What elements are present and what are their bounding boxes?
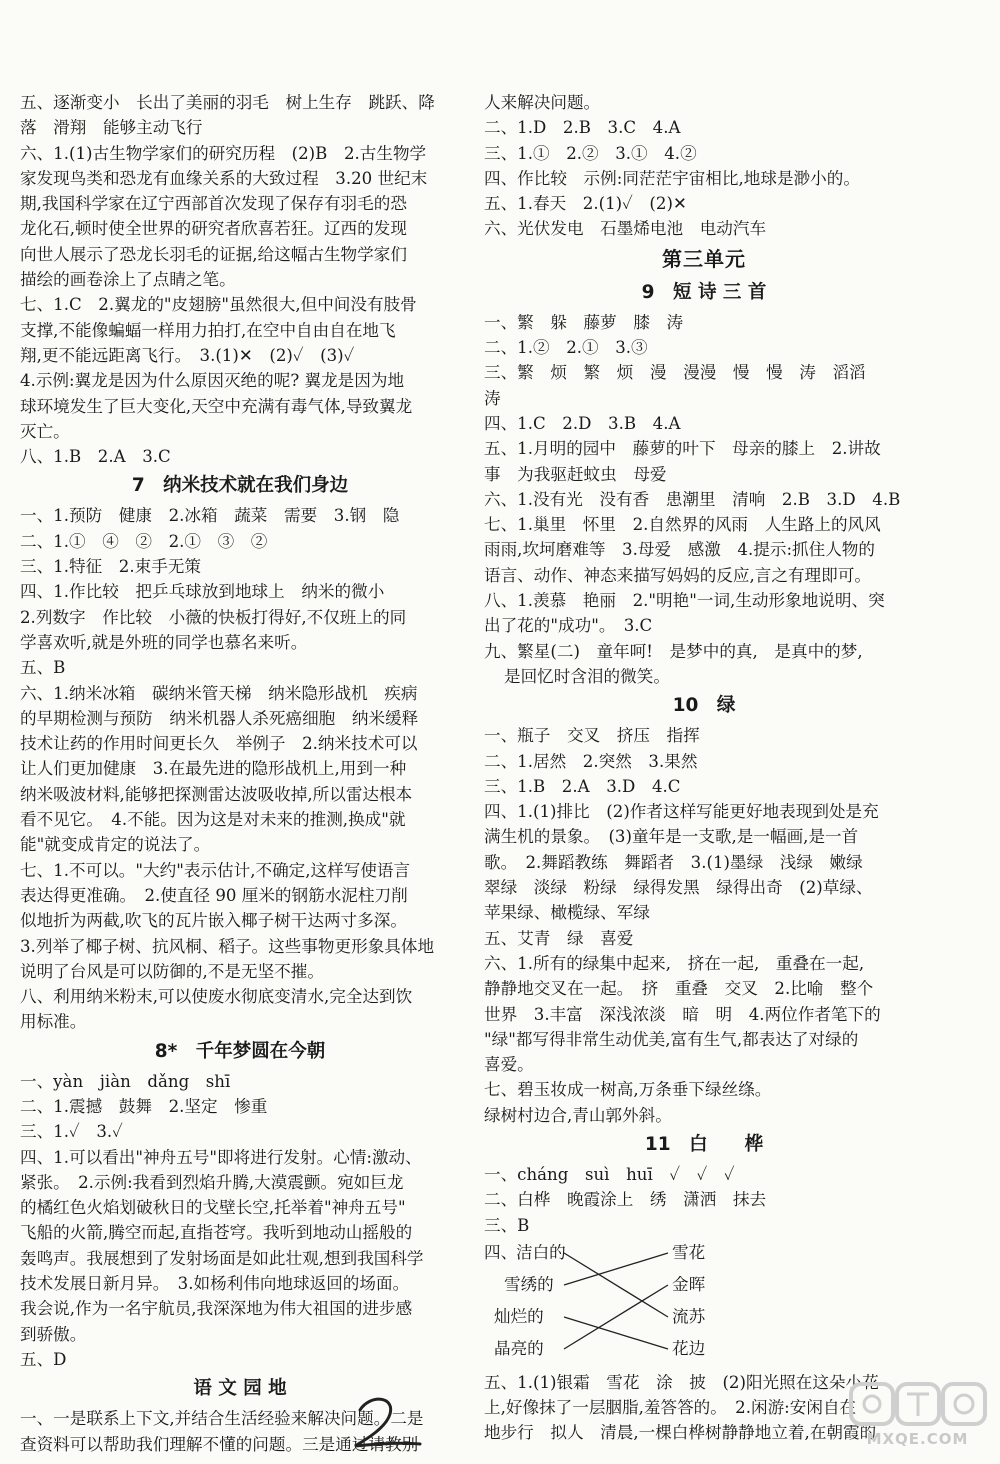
- answer-line: 苹果绿、橄榄绿、军绿: [484, 903, 650, 923]
- section-heading: 9 短 诗 三 首: [641, 281, 767, 303]
- matching-left-word: 晶亮的: [494, 1338, 544, 1358]
- answer-line: 三、1.✓ 3.✓: [20, 1122, 123, 1142]
- answer-line: 期,我国科学家在辽宁西部首次发现了保存有羽毛的恐: [20, 194, 407, 214]
- answer-line: 地步行 拟人 清晨,一棵白桦树静静地立着,在朝霞的: [484, 1423, 877, 1443]
- answer-line: 六、1.(1)古生物学家们的研究历程 (2)B 2.古生物学: [20, 143, 427, 163]
- matching-line: [564, 1253, 668, 1285]
- matching-exercise: [484, 1240, 924, 1370]
- answer-line: 的橘红色火焰划破秋日的戈壁长空,托举着"神舟五号": [20, 1198, 406, 1218]
- matching-line: [564, 1285, 668, 1349]
- answer-line: 是回忆时含泪的微笑。: [504, 666, 670, 686]
- matching-left-word: 灿烂的: [494, 1306, 544, 1326]
- answer-line: 一、瓶子 交叉 挤压 指挥: [484, 726, 700, 746]
- answer-line: 五、艾青 绿 喜爱: [484, 928, 634, 948]
- answer-line: 一、cháng suì huī ✓ ✓ ✓: [484, 1164, 735, 1184]
- answer-line: 三、B: [484, 1215, 530, 1235]
- answer-line: 二、1.居然 2.突然 3.果然: [484, 751, 698, 771]
- answer-line: 五、1.春天 2.(1)✓ (2)✕: [484, 194, 687, 214]
- answer-line: 用标准。: [20, 1012, 87, 1032]
- answer-line: 技术发展日新月异。 3.如杨利伟向地球返回的场面。: [20, 1274, 410, 1294]
- answer-line: 涛: [484, 388, 501, 408]
- answer-line: 五、1.(1)银霜 雪花 涂 披 (2)阳光照在这朵小花: [484, 1372, 879, 1392]
- answer-line: 二、1.② 2.① 3.③: [484, 338, 648, 358]
- answer-line: 二、1.D 2.B 3.C 4.A: [484, 118, 681, 138]
- answer-line: 六、光伏发电 石墨烯电池 电动汽车: [484, 219, 767, 239]
- answer-line: 说明了台风是可以防御的,不是无坚不摧。: [20, 961, 324, 981]
- answer-line: 灭亡。: [20, 421, 70, 441]
- answer-line: 我会说,作为一名宇航员,我深深地为伟大祖国的进步感: [20, 1299, 413, 1319]
- answer-line: 的早期检测与预防 纳米机器人杀死癌细胞 纳米缓释: [20, 708, 419, 728]
- answer-line: "绿"都写得非常生动优美,富有生气,都表达了对绿的: [484, 1029, 859, 1049]
- answer-line: 纳米吸波材料,能够把探测雷达波吸收掉,所以雷达根本: [20, 784, 413, 804]
- answer-line: 九、繁星(二) 童年呵! 是梦中的真, 是真中的梦,: [484, 641, 863, 661]
- answer-line: 四、1.作比较 把乒乓球放到地球上 纳米的微小: [20, 582, 385, 602]
- answer-line: 五、D: [20, 1349, 67, 1369]
- answer-line: 七、1.C 2.翼龙的"皮翅膀"虽然很大,但中间没有肢骨: [20, 295, 417, 315]
- answer-line: 五、B: [20, 658, 66, 678]
- answer-line: 3.列举了椰子树、抗风桐、稻子。这些事物更形象具体地: [20, 936, 435, 956]
- answer-line: 表达得更准确。 2.使直径 90 厘米的钢筋水泥柱刀削: [20, 885, 408, 905]
- answer-line: 人来解决问题。: [484, 93, 601, 112]
- answer-line: 翔,更不能远距离飞行。 3.(1)✕ (2)✓ (3)✓: [20, 345, 355, 365]
- answer-line: 让人们更加健康 3.在最先进的隐形战机上,用到一种: [20, 759, 407, 779]
- answer-line: 一、1.预防 健康 2.冰箱 蔬菜 需要 3.钢 隐: [20, 506, 400, 526]
- matching-left-word: 雪绣的: [504, 1274, 554, 1294]
- answer-line: 四、1.(1)排比 (2)作者这样写能更好地表现到处是充: [484, 802, 879, 822]
- answer-line: 歌。 2.舞蹈教练 舞蹈者 3.(1)墨绿 浅绿 嫩绿: [484, 852, 863, 872]
- answer-line: 世界 3.丰富 深浅浓淡 暗 明 4.两位作者笔下的: [484, 1004, 881, 1024]
- answer-line: 上,好像抹了一层胭脂,羞答答的。 2.闲游:安闲自在: [484, 1398, 857, 1418]
- answer-line: 三、1.B 2.A 3.D 4.C: [484, 776, 681, 796]
- section-heading: 7 纳米技术就在我们身边: [131, 475, 349, 497]
- section-heading: 10 绿: [672, 695, 736, 717]
- answer-line: 二、1.① ④ ② 2.① ③ ②: [20, 531, 268, 551]
- answer-line: 静静地交叉在一起。 挤 重叠 交叉 2.比喻 整个: [484, 979, 874, 999]
- answer-line: 技术让药的作用时间更长久 举例子 2.纳米技术可以: [20, 734, 418, 754]
- answer-line: 似地折为两截,吹飞的瓦片嵌入椰子树干达两寸多深。: [20, 911, 407, 931]
- answer-line: 出了花的"成功"。 3.C: [484, 616, 653, 636]
- answer-line: 满生机的景象。 (3)童年是一支歌,是一幅画,是一首: [484, 827, 859, 847]
- answer-line: 四、作比较 示例:同茫茫宇宙相比,地球是渺小的。: [484, 168, 860, 188]
- answer-line: 七、1.巢里 怀里 2.自然界的风雨 人生路上的风风: [484, 515, 881, 535]
- answer-line: 八、利用纳米粉末,可以使废水彻底变清水,完全达到饮: [20, 987, 413, 1007]
- answer-line: 球环境发生了巨大变化,天空中充满有毒气体,导致翼龙: [20, 396, 413, 416]
- answer-line: 八、1.B 2.A 3.C: [20, 447, 171, 467]
- answer-line: 五、逐渐变小 长出了美丽的羽毛 树上生存 跳跃、降: [20, 93, 435, 112]
- answer-line: 六、1.所有的绿集中起来, 挤在一起, 重叠在一起,: [484, 953, 865, 973]
- answer-line: 四、1.C 2.D 3.B 4.A: [484, 413, 681, 433]
- answer-line: 语言、动作、神态来描写妈妈的反应,言之有理即可。: [484, 565, 871, 585]
- answer-line: 七、碧玉妆成一树高,万条垂下绿丝绦。: [484, 1080, 772, 1100]
- matching-left-word: 洁白的: [516, 1242, 566, 1262]
- answer-line: 落 滑翔 能够主动飞行: [20, 118, 203, 138]
- answer-line: 能"就变成肯定的说法了。: [20, 835, 211, 855]
- answer-line: 到骄傲。: [20, 1324, 87, 1344]
- answer-line: 一、yàn jiàn dǎng shī: [20, 1071, 231, 1091]
- watermark-text: MXQE.COM: [866, 1430, 969, 1448]
- answer-line: 轰鸣声。我展想到了发射场面是如此壮观,想到我国科学: [20, 1248, 424, 1268]
- answer-line: 四、1.可以看出"神舟五号"即将进行发射。心情:激动、: [20, 1147, 422, 1167]
- answer-line: 龙化石,顿时使全世界的研究者欣喜若狂。辽西的发现: [20, 219, 407, 239]
- answer-line: 三、繁 烦 繁 烦 漫 漫漫 慢 慢 涛 滔滔: [484, 363, 866, 383]
- answer-line: 一、一是联系上下文,并结合生活经验来解决问题。二是: [20, 1409, 424, 1429]
- right-column: [484, 90, 924, 1446]
- answer-line: 雨雨,坎坷磨难等 3.母爱 感激 4.提示:抓住人物的: [484, 540, 875, 560]
- matching-right-word: 金晖: [672, 1274, 706, 1294]
- section-heading: 8* 千年梦圆在今朝: [154, 1040, 326, 1062]
- answer-line: 4.示例:翼龙是因为什么原因灭绝的呢? 翼龙是因为地: [20, 371, 405, 391]
- handwritten-page-number: [340, 1392, 430, 1452]
- matching-line: [564, 1317, 668, 1349]
- answer-line: 向世人展示了恐龙长羽毛的证据,给这幅古生物学家们: [20, 244, 407, 264]
- matching-right-word: 花边: [672, 1338, 706, 1358]
- answer-line: 八、1.羡慕 艳丽 2."明艳"一词,生动形象地说明、突: [484, 591, 885, 611]
- answer-line: 喜爱。: [484, 1055, 534, 1075]
- answer-line: 2.列数字 作比较 小薇的快板打得好,不仅班上的同: [20, 607, 407, 627]
- answer-line: 家发现鸟类和恐龙有血缘关系的大致过程 3.20 世纪末: [20, 168, 428, 188]
- answer-line: 二、白桦 晚霞涂上 绣 潇洒 抹去: [484, 1190, 767, 1210]
- answer-line: 三、1.① 2.② 3.① 4.②: [484, 143, 697, 163]
- matching-line: [564, 1253, 668, 1317]
- answer-line: 三、1.特征 2.束手无策: [20, 557, 202, 577]
- answer-line: 学喜欢听,就是外班的同学也慕名来听。: [20, 632, 308, 652]
- answer-line: 查资料可以帮助我们理解不懂的问题。三是通过请教别: [20, 1434, 419, 1454]
- answer-line: 看不见它。 4.不能。因为这是对未来的推测,换成"就: [20, 810, 406, 830]
- answer-line: 飞船的火箭,腾空而起,直指苍穹。我听到地动山摇般的: [20, 1223, 413, 1243]
- matching-lines: [484, 1240, 744, 1370]
- section-heading: 第三单元: [662, 246, 746, 271]
- answer-line: 一、繁 躲 藤萝 膝 涛: [484, 312, 684, 332]
- matching-right-word: 流苏: [672, 1306, 706, 1326]
- left-column: [20, 90, 460, 1457]
- answer-line: 描绘的画卷涂上了点睛之笔。: [20, 270, 236, 290]
- answer-line: 五、1.月明的园中 藤萝的叶下 母亲的膝上 2.讲故: [484, 439, 881, 459]
- section-heading: 11 白 桦: [644, 1133, 764, 1155]
- answer-line: 六、1.没有光 没有香 患潮里 清响 2.B 3.D 4.B: [484, 489, 901, 509]
- answer-line: 七、1.不可以。"大约"表示估计,不确定,这样写使语言: [20, 860, 411, 880]
- answer-line: 绿树村边合,青山郭外斜。: [484, 1105, 672, 1125]
- section-heading: 语 文 园 地: [193, 1378, 287, 1400]
- answer-line: 支撑,不能像蝙蝠一样用力拍打,在空中自由自在地飞: [20, 320, 396, 340]
- answer-line: 紧张。 2.示例:我看到烈焰升腾,大漠震颤。宛如巨龙: [20, 1172, 404, 1192]
- matching-label: 四、: [484, 1242, 518, 1262]
- matching-right-word: 雪花: [672, 1242, 706, 1262]
- answer-line: 二、1.震撼 鼓舞 2.坚定 惨重: [20, 1096, 268, 1116]
- answer-line: 事 为我驱赶蚊虫 母爱: [484, 464, 667, 484]
- answer-line: 六、1.纳米冰箱 碳纳米管天梯 纳米隐形战机 疾病: [20, 683, 418, 703]
- answer-line: 翠绿 淡绿 粉绿 绿得发黑 绿得出奇 (2)草绿、: [484, 878, 873, 898]
